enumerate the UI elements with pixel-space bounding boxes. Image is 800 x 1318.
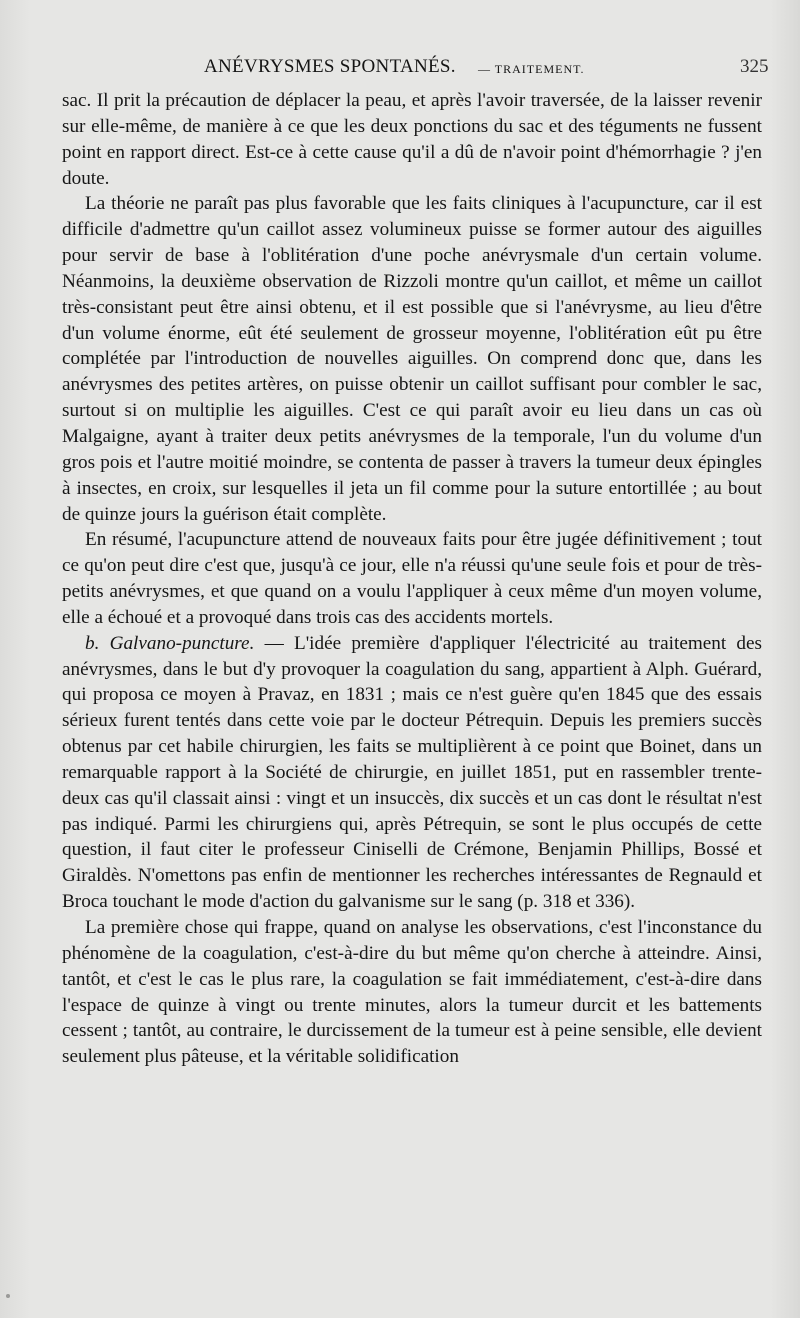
paragraph-text: La première chose qui frappe, quand on analyse les observations, c'est l'inconstance du phénomène de la coagulation, c'est-à-dire du but même qu'on cherche à atteindre. Ainsi, tantôt, et c'est le cas le plus rare, la coagulation se fait immédiatement, c'est-à-dire dans l'espace de quinze à vingt ou trente minutes, alors la tumeur durcit et les battements cessent ; tantôt, au contraire, le durcissement de la tumeur est à peine sensible, elle devient seulement plus pâteuse, et la véritable solidification (62, 917, 762, 1068)
paragraph-text: En résumé, l'acupuncture attend de nouveaux faits pour être jugée définitivement ; tout ce qu'on peut dire c'est que, jusqu'à ce jour, elle n'a réussi qu'une seule fois et pour de très-petits anévrysmes, et que quand on a voulu l'appliquer à ceux même d'un moyen volume, elle a échoué et a provoqué dans trois cas des accidents mortels. (62, 529, 762, 628)
paragraph-text: La théorie ne paraît pas plus favorable que les faits cliniques à l'acupuncture, car il est difficile d'admettre qu'un caillot assez volumineux puisse se former autour des aiguilles pour servir de base à l'oblitération d'une poche anévrysmale d'un certain volume. Néanmoins, la deuxième observation de Rizzoli montre qu'un caillot, et même un caillot très-consistant peut être ainsi obtenu, et il est possible que si l'anévrysme, au lieu d'être d'un volume énorme, eût été seulement de grosseur moyenne, l'oblitération eût pu être complétée par l'introduction de nouvelles aiguilles. On comprend donc que, dans les anévrysmes des petites artères, on puisse obtenir un caillot suffisant pour combler le sac, surtout si on multiplie les aiguilles. C'est ce qui paraît avoir eu lieu dans un cas où Malgaigne, ayant à traiter deux petits anévrysmes de la temporale, l'un du volume d'un gros pois et l'autre moitié moindre, se contenta de passer à travers la tumeur deux épingles à insectes, en croix, sur lesquelles il jeta un fil comme pour la suture entortillée ; au bout de quinze jours la guérison était complète. (62, 193, 762, 525)
paragraph-text: — L'idée première d'appliquer l'électricité au traitement des anévrysmes, dans le but d'y provoquer la coagulation du sang, appartient à Alph. Guérard, qui proposa ce moyen à Pravaz, en 1831 ; mais ce n'est guère qu'en 1845 que des essais sérieux furent tentés dans cette voie par le docteur Pétrequin. Depuis les premiers succès obtenus par cet habile chirurgien, les faits se multiplièrent à ce point que Boinet, dans un remarquable rapport à la Société de chirurgie, en juillet 1851, put en rassembler trente-deux cas qu'il classait ainsi : vingt et un insuccès, dix succès et un cas dont le résultat n'est pas indiqué. Parmi les chirurgiens qui, après Pétrequin, se sont le plus occupés de cette question, il faut citer le professeur Ciniselli de Crémone, Benjamin Phillips, Bossé et Giraldès. N'omettons pas enfin de mentionner les recherches intéressantes de Regnauld et Broca touchant le mode d'action du galvanisme sur le sang (p. 318 et 336). (62, 632, 762, 913)
running-title: ANÉVRYSMES SPONTANÉS. (204, 56, 456, 77)
page-number: 325 (740, 56, 769, 77)
margin-speck (6, 1294, 10, 1298)
paragraph (62, 631, 762, 915)
running-header (0, 56, 800, 84)
section-label: b. Galvano-puncture. (85, 632, 255, 654)
paragraph (62, 915, 762, 1070)
running-section: — TRAITEMENT. (478, 62, 585, 76)
paragraph (62, 527, 762, 630)
paragraph (62, 191, 762, 527)
paragraph-text: sac. Il prit la précaution de déplacer la peau, et après l'avoir traversée, de la laisser revenir sur elle-même, de manière à ce que les deux ponctions du sac et des téguments ne fussent point en rapport direct. Est-ce à cette cause qu'il a dû de n'avoir point d'hémorrhagie ? j'en doute. (62, 90, 762, 189)
body-text (62, 88, 762, 1070)
paragraph (62, 88, 762, 191)
